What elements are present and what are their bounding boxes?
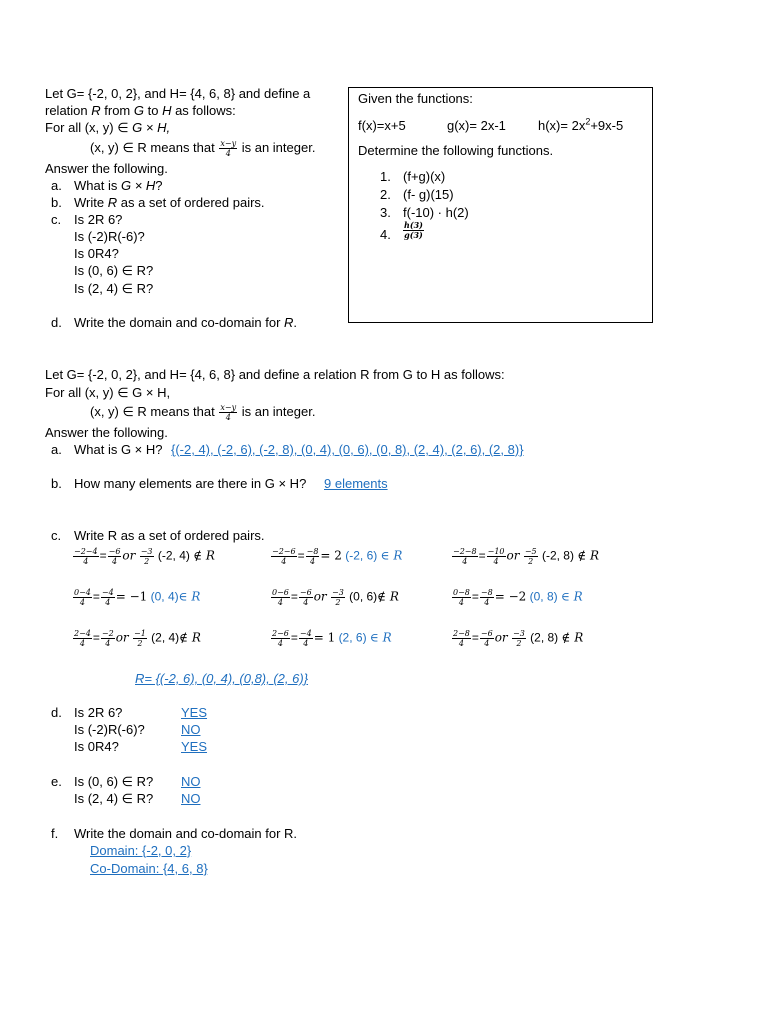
- pair: (-2, 8): [541, 548, 574, 563]
- frac: [299, 588, 313, 607]
- frac-num: −4: [101, 588, 114, 597]
- p2-a-label: a.: [51, 442, 62, 457]
- frac-num: −8: [306, 547, 319, 556]
- frac-den: 4: [225, 413, 231, 423]
- frac-den: 2: [335, 598, 341, 607]
- frac-den: 4: [79, 639, 85, 648]
- relation: ∈ R: [369, 630, 392, 645]
- calc-r2c3: $\frac{0-8}{4}$ = $\frac{-8}{4}$ = −2 (0, 8) ∈ R: [453, 588, 583, 607]
- frac-den: 4: [277, 639, 283, 648]
- frac: [108, 547, 122, 566]
- pair: (2, 8): [530, 630, 559, 645]
- p2-f-label: f.: [51, 826, 59, 841]
- result: = 2: [320, 548, 342, 563]
- or-text: or: [313, 589, 327, 604]
- p1-t: .: [293, 315, 298, 330]
- box-item-4: [402, 221, 425, 240]
- pair: (-2, 6): [345, 548, 378, 563]
- pair: (2, 6): [338, 630, 367, 645]
- box-item-1: (f+g)(x): [403, 169, 446, 184]
- p1-t: ?: [155, 178, 163, 193]
- frac-num: −5: [524, 547, 537, 556]
- box-h: [538, 117, 623, 134]
- frac-num: −1: [134, 629, 146, 638]
- pair: (0, 6): [349, 589, 378, 604]
- p1-t: relation: [45, 103, 92, 118]
- p1-t: Write: [74, 195, 108, 210]
- p1-means: [90, 139, 315, 158]
- frac-num: 0−6: [272, 588, 289, 597]
- p2-e-answer-1[interactable]: NO: [181, 774, 201, 789]
- relation: ∈ R: [178, 589, 201, 604]
- frac-den: 2: [516, 639, 522, 648]
- frac: [73, 629, 92, 648]
- box-num-3: 3.: [380, 205, 391, 220]
- frac-num: 2−8: [453, 629, 470, 638]
- frac: [271, 629, 290, 648]
- frac: [480, 588, 494, 607]
- p2-t: is an integer.: [238, 404, 316, 419]
- p2-d-3: Is 0R4?: [74, 739, 119, 754]
- frac-den: 4: [493, 557, 499, 566]
- box-item-2: (f- g)(15): [403, 187, 454, 202]
- frac-den: 4: [458, 639, 464, 648]
- frac-num: x−y: [220, 139, 237, 149]
- frac-num: −6: [108, 547, 121, 556]
- p1-fraction: [219, 139, 237, 158]
- p1-g: G: [133, 103, 144, 118]
- p1-qc-2: Is (-2)R(-6)?: [74, 229, 145, 244]
- frac-num: 0−4: [74, 588, 91, 597]
- or-text: or: [494, 630, 508, 645]
- frac-den: 4: [309, 557, 316, 566]
- frac-num: −8: [480, 588, 493, 597]
- box-sup: 2: [585, 116, 591, 127]
- p2-domain[interactable]: Domain: {-2, 0, 2}: [90, 843, 192, 858]
- frac: [524, 547, 538, 566]
- pair: (2, 4): [151, 630, 180, 645]
- calc-r2c2: $\frac{0-6}{4}$ = $\frac{-6}{4}$ or $\frac{-3}{2}$ (0, 6)∉ R: [272, 588, 399, 607]
- p1-t: Write the domain and co-domain for: [74, 315, 285, 330]
- frac-num: −3: [513, 629, 525, 638]
- frac: [73, 588, 92, 607]
- frac: [487, 547, 506, 566]
- p1-r: R: [107, 195, 118, 210]
- p1-set: G × H: [120, 178, 156, 193]
- box-item-3: f(-10) · h(2): [403, 205, 469, 220]
- p2-f-text: Write the domain and co-domain for R.: [74, 826, 298, 841]
- p1-qd-label: d.: [51, 315, 62, 330]
- frac: [101, 588, 115, 607]
- pair: (-2, 4): [157, 548, 190, 563]
- frac-num: −6: [299, 588, 312, 597]
- p1-qc-4: Is (0, 6) ∈ R?: [74, 263, 154, 278]
- p2-d-answer-1[interactable]: YES: [181, 705, 208, 720]
- p2-d-label: d.: [51, 705, 62, 720]
- p2-e-answer-2[interactable]: NO: [181, 791, 201, 806]
- frac-num: h(3): [404, 220, 423, 231]
- frac-den: 2: [528, 557, 534, 566]
- box-num-1: 1.: [380, 169, 391, 184]
- frac: [299, 629, 313, 648]
- p2-c-text: Write R as a set of ordered pairs.: [74, 528, 265, 543]
- box-t: h(x)= 2x: [538, 118, 586, 133]
- relation: ∉ R: [377, 589, 399, 604]
- frac: [271, 588, 290, 607]
- p1-t: What is: [74, 178, 121, 193]
- frac: [480, 629, 494, 648]
- p1-qc-label: c.: [51, 212, 62, 227]
- p2-b-label: b.: [51, 476, 62, 491]
- p2-answer: Answer the following.: [45, 425, 168, 440]
- result: = −2: [494, 589, 527, 604]
- calc-r1c1: $\frac{-2-4}{4}$ = $\frac{-6}{4}$ or $\frac{-3}{2}$ (-2, 4) ∉ R: [74, 547, 215, 566]
- p1-qc-5: Is (2, 4) ∈ R?: [74, 281, 154, 296]
- p1-t: is an integer.: [238, 140, 316, 155]
- frac-den: 4: [111, 557, 118, 566]
- p1-qd: [74, 314, 297, 331]
- calc-r3c1: $\frac{2-4}{4}$ = $\frac{-2}{4}$ or $\frac{-1}{2}$ (2, 4)∉ R: [74, 629, 201, 648]
- calc-r3c2: $\frac{2-6}{4}$ = $\frac{-4}{4}$ = 1 (2, 6) ∈ R: [272, 629, 392, 648]
- frac-den: 4: [303, 639, 309, 648]
- p1-t: as follows:: [171, 103, 236, 118]
- p1-answer: Answer the following.: [45, 161, 168, 176]
- frac-den: 4: [277, 598, 283, 607]
- result: = −1: [115, 589, 148, 604]
- frac-num: x−y: [220, 403, 237, 413]
- frac-den: 4: [462, 557, 468, 566]
- frac-num: −2: [101, 629, 114, 638]
- frac-den: 4: [458, 598, 464, 607]
- frac-num: −2−8: [453, 547, 477, 556]
- p2-a-answer[interactable]: {(-2, 4), (-2, 6), (-2, 8), (0, 4), (0, 6), (0, 8), (2, 4), (2, 6), (2, 8)}: [171, 442, 524, 457]
- p1-qa-label: a.: [51, 178, 62, 193]
- p2-forall: For all (x, y) ∈ G × H,: [45, 385, 171, 400]
- p2-d-answer-2[interactable]: NO: [181, 722, 201, 737]
- pair: (0, 4): [150, 589, 179, 604]
- calc-r3c3: $\frac{2-8}{4}$ = $\frac{-6}{4}$ or $\frac{-3}{2}$ (2, 8) ∉ R: [453, 629, 584, 648]
- p1-t: to: [144, 103, 163, 118]
- frac-num: −3: [140, 547, 153, 556]
- frac-num: −4: [299, 629, 312, 638]
- frac-den: 4: [484, 598, 490, 607]
- frac: [133, 629, 147, 648]
- frac-num: 2−6: [272, 629, 289, 638]
- p2-codomain[interactable]: Co-Domain: {4, 6, 8}: [90, 861, 208, 876]
- frac: [101, 629, 115, 648]
- p2-fraction: [219, 403, 237, 422]
- calc-r1c2: $\frac{-2-6}{4}$ = $\frac{-8}{4}$ = 2 (-2, 6) ∈ R: [272, 547, 403, 566]
- frac: [452, 629, 471, 648]
- box-given: Given the functions:: [358, 91, 473, 106]
- frac-num: −3: [332, 588, 344, 597]
- relation: ∉ R: [179, 630, 201, 645]
- or-text: or: [122, 548, 136, 563]
- relation: ∈ R: [380, 548, 403, 563]
- p1-t: from: [100, 103, 134, 118]
- calc-r1c3: $\frac{-2-8}{4}$ = $\frac{-10}{4}$ or $\frac{-5}{2}$ (-2, 8) ∉ R: [453, 547, 600, 566]
- p1-h: H: [162, 103, 172, 118]
- box-fraction: [403, 221, 424, 240]
- p2-a-text: What is G × H?: [74, 442, 163, 457]
- p2-c-label: c.: [51, 528, 62, 543]
- p2-d-2: Is (-2)R(-6)?: [74, 722, 145, 737]
- frac-den: g(3): [404, 230, 423, 241]
- frac-den: 4: [79, 598, 85, 607]
- p1-qb: [74, 194, 265, 211]
- frac: [512, 629, 526, 648]
- box-num-4: 4.: [380, 227, 391, 242]
- p1-r: R: [284, 315, 294, 330]
- p2-d-1: Is 2R 6?: [74, 705, 123, 720]
- box-g: g(x)= 2x-1: [447, 118, 506, 133]
- calc-r2c1: $\frac{0-4}{4}$ = $\frac{-4}{4}$ = −1 (0, 4)∈ R: [74, 588, 201, 607]
- p1-qc-3: Is 0R4?: [74, 246, 119, 261]
- p2-r-answer[interactable]: R= {(-2, 6), (0, 4), (0,8), (2, 6)}: [135, 671, 309, 686]
- or-text: or: [115, 630, 129, 645]
- frac-num: 2−4: [74, 629, 91, 638]
- relation: ∉ R: [193, 548, 215, 563]
- relation: ∉ R: [561, 630, 584, 645]
- p2-e-2: Is (2, 4) ∈ R?: [74, 791, 154, 806]
- p1-r: R: [91, 103, 101, 118]
- box-t: +9x-5: [590, 118, 624, 133]
- frac-den: 4: [281, 557, 287, 566]
- p2-b-answer[interactable]: 9 elements: [324, 476, 388, 491]
- or-text: or: [506, 548, 520, 563]
- p1-qa: [74, 177, 163, 194]
- frac: [306, 547, 320, 566]
- p1-forall: [45, 119, 170, 136]
- frac-den: 2: [137, 639, 143, 648]
- p2-b-text: How many elements are there in G × H?: [74, 476, 307, 491]
- frac-den: 4: [225, 149, 231, 159]
- p2-means: [90, 403, 315, 422]
- frac: [271, 547, 297, 566]
- frac-num: 0−8: [453, 588, 470, 597]
- frac-den: 2: [144, 557, 150, 566]
- p1-set: G × H,: [132, 120, 171, 135]
- p2-e-1: Is (0, 6) ∈ R?: [74, 774, 154, 789]
- p1-intro-line1: Let G= {-2, 0, 2}, and H= {4, 6, 8} and define a: [45, 86, 311, 101]
- frac-num: −6: [480, 629, 493, 638]
- frac-num: −2−6: [272, 547, 296, 556]
- frac: [73, 547, 99, 566]
- p2-d-answer-3[interactable]: YES: [181, 739, 208, 754]
- p1-t: (x, y) ∈ R means that: [90, 140, 215, 155]
- box-f: f(x)=x+5: [358, 118, 406, 133]
- frac-den: 4: [303, 598, 309, 607]
- frac-num: −2−4: [74, 547, 98, 556]
- frac: [140, 547, 154, 566]
- p2-e-label: e.: [51, 774, 62, 789]
- p1-qb-label: b.: [51, 195, 62, 210]
- frac: [331, 588, 345, 607]
- relation: ∉ R: [577, 548, 600, 563]
- pair: (0, 8): [529, 589, 558, 604]
- p1-intro-line2: [45, 102, 236, 119]
- frac-den: 4: [83, 557, 89, 566]
- frac: [452, 588, 471, 607]
- box-determine: Determine the following functions.: [358, 143, 554, 158]
- p2-t: (x, y) ∈ R means that: [90, 404, 215, 419]
- frac-den: 4: [105, 598, 111, 607]
- relation: ∈ R: [560, 589, 583, 604]
- p1-t: as a set of ordered pairs.: [117, 195, 265, 210]
- frac-den: 4: [105, 639, 111, 648]
- frac: [452, 547, 478, 566]
- result: = 1: [313, 630, 336, 645]
- frac-den: 4: [484, 639, 490, 648]
- p1-qc-1: Is 2R 6?: [74, 212, 123, 227]
- p1-t: For all (x, y) ∈: [45, 120, 133, 135]
- functions-box: [348, 87, 653, 323]
- box-num-2: 2.: [380, 187, 391, 202]
- frac-num: −10: [487, 547, 505, 556]
- p2-intro: Let G= {-2, 0, 2}, and H= {4, 6, 8} and define a relation R from G to H as follows:: [45, 367, 505, 382]
